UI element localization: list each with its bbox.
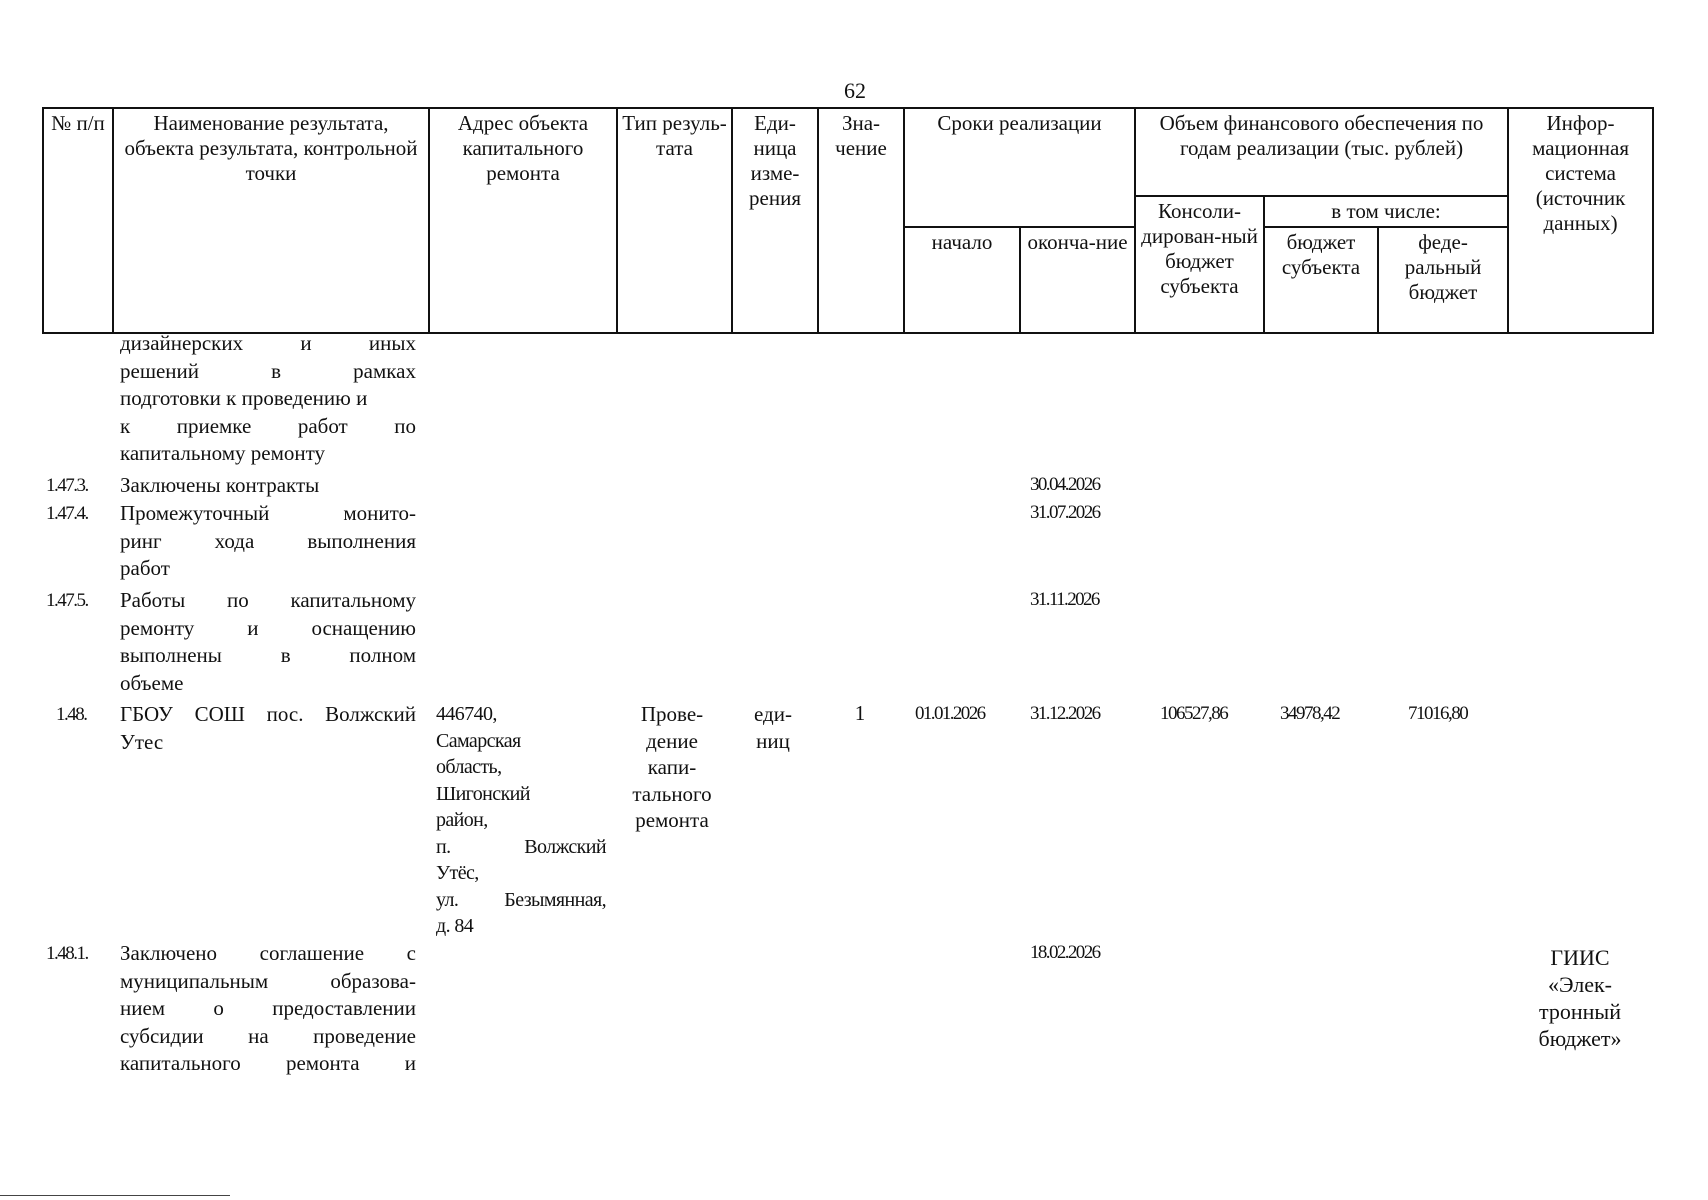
row-start-date: 01.01.2026 <box>915 703 985 724</box>
header-name: Наименование результата, объекта результата, контрольной точки <box>113 108 429 333</box>
info-line: бюджет» <box>1538 1026 1622 1051</box>
row-num: 1.47.3. <box>46 475 88 496</box>
header-subject-budget: бюджет субъекта <box>1264 227 1378 333</box>
row-result-type <box>626 701 718 834</box>
name-line: нием о предоставлении <box>120 996 416 1020</box>
name-line: Работы по капитальному <box>120 588 416 612</box>
header-consolidated: Консоли-дирован-ный бюджет субъекта <box>1135 196 1264 333</box>
row-name <box>120 472 416 500</box>
type-line: дение <box>646 728 698 753</box>
header-unit: Еди-ница изме-рения <box>732 108 818 333</box>
name-line: Заключено соглашение с <box>120 941 416 965</box>
address-line: район, <box>436 809 488 831</box>
name-line: Промежуточный монито- <box>120 501 416 525</box>
row-consolidated-budget: 106527,86 <box>1160 703 1228 724</box>
header-value: Зна-чение <box>818 108 904 333</box>
info-line: тронный <box>1539 999 1621 1024</box>
address-line: Самарская <box>436 729 521 752</box>
name-line: капитального ремонта и <box>120 1051 416 1075</box>
row-value: 1 <box>854 701 866 725</box>
row-info-system <box>1520 944 1640 1052</box>
name-line: выполнены в полном <box>120 643 416 667</box>
row-continuation-name <box>120 330 416 468</box>
name-line: работ <box>120 556 170 580</box>
name-line: подготовки к проведению и <box>120 386 368 410</box>
name-line: Заключены контракты <box>120 473 320 497</box>
name-line: ринг хода выполнения <box>120 528 416 553</box>
row-end-date: 31.07.2026 <box>1030 502 1100 523</box>
header-type: Тип резуль-тата <box>617 108 732 333</box>
name-line: дизайнерских и иных <box>120 331 416 355</box>
row-end-date: 31.11.2026 <box>1030 589 1099 610</box>
row-num: 1.48. <box>56 704 87 725</box>
header-federal-budget: феде-ральный бюджет <box>1378 227 1508 333</box>
row-end-date: 31.12.2026 <box>1030 703 1100 724</box>
header-end: оконча-ние <box>1020 227 1135 333</box>
row-end-date: 30.04.2026 <box>1030 474 1100 495</box>
unit-line: еди- <box>754 702 792 726</box>
address-line: ул. Безымянная, <box>436 888 606 911</box>
name-line: субсидии на проведение <box>120 1023 416 1048</box>
row-subject-budget: 34978,42 <box>1280 703 1340 724</box>
address-line: 446740, <box>436 703 497 725</box>
row-name <box>120 587 416 697</box>
header-num: № п/п <box>43 108 113 333</box>
address-line: Шигонский <box>436 782 530 805</box>
type-line: Прове- <box>640 702 704 726</box>
page-number: 62 <box>844 78 866 103</box>
type-line: ремонта <box>635 808 709 832</box>
row-end-date: 18.02.2026 <box>1030 942 1100 963</box>
name-line: капитальному ремонту <box>120 441 326 465</box>
row-num: 1.47.4. <box>46 503 88 524</box>
scan-artifact-line <box>0 1195 230 1198</box>
row-federal-budget: 71016,80 <box>1408 703 1468 724</box>
row-unit <box>738 701 808 754</box>
row-name <box>120 940 416 1078</box>
row-name <box>120 701 416 756</box>
address-line: п. Волжский <box>436 835 606 858</box>
row-num: 1.48.1. <box>46 943 88 964</box>
info-line: «Элек- <box>1548 972 1612 997</box>
type-line: тального <box>632 781 712 806</box>
row-address <box>436 701 606 940</box>
name-line: объеме <box>120 670 184 695</box>
header-finance: Объем финансового обеспечения по годам реализации (тыс. рублей) <box>1135 108 1508 196</box>
header-address: Адрес объекта капитального ремонта <box>429 108 617 333</box>
name-line: к приемке работ по <box>120 413 416 438</box>
name-line: решений в рамках <box>120 358 416 383</box>
name-line: муниципальным образова- <box>120 968 416 993</box>
unit-line: ниц <box>756 728 790 753</box>
header-start: начало <box>904 227 1020 333</box>
address-line: область, <box>436 756 502 778</box>
table-header <box>42 107 1654 334</box>
name-line: ремонту и оснащению <box>120 615 416 640</box>
address-line: Утёс, <box>436 862 479 884</box>
header-terms: Сроки реализации <box>904 108 1135 227</box>
name-line: ГБОУ СОШ пос. Волжский <box>120 702 416 726</box>
header-including: в том числе: <box>1264 196 1508 227</box>
address-line: д. 84 <box>436 915 474 937</box>
type-line: капи- <box>647 755 697 779</box>
info-line: ГИИС <box>1550 945 1610 970</box>
header-info-system: Инфор-мационная система (источник данных) <box>1508 108 1653 333</box>
row-num: 1.47.5. <box>46 590 88 611</box>
row-name <box>120 500 416 583</box>
name-line: Утес <box>120 729 164 754</box>
